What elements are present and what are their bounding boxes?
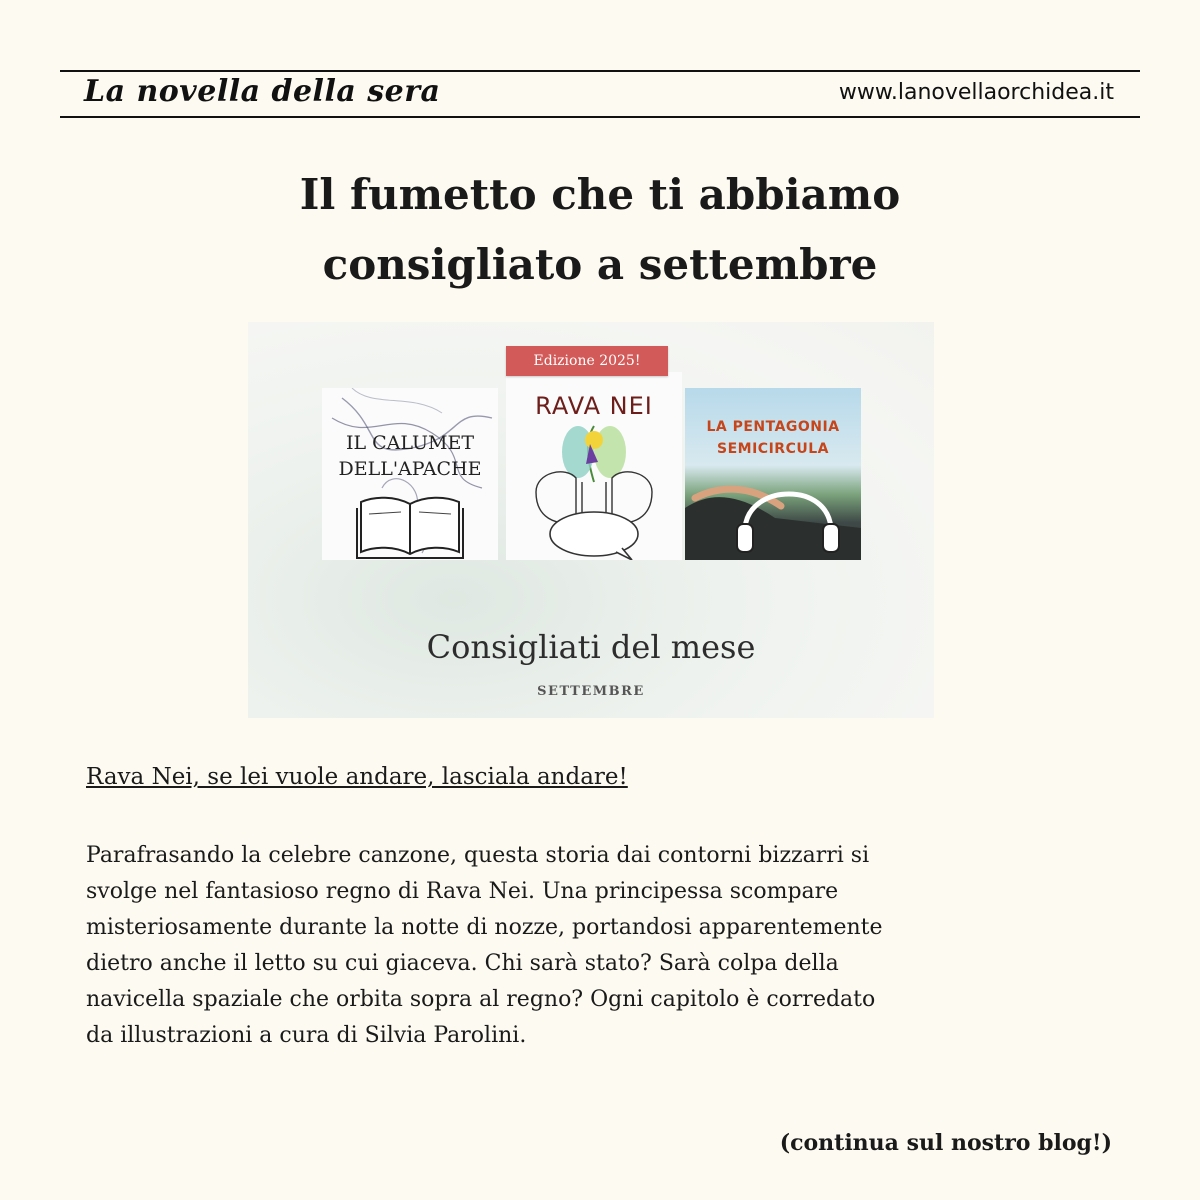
speech-bubble-faces-icon: [506, 422, 682, 560]
cover-1-title: [322, 430, 498, 482]
cover-pentagonia-semicircula: [685, 388, 861, 560]
cover-1-title-line-1: IL CALUMET: [345, 432, 474, 454]
cover-rava-nei: [506, 372, 682, 560]
article-line: navicella spaziale che orbita sopra al regno? Ogni capitolo è corredato: [86, 987, 876, 1012]
banner-subtitle: SETTEMBRE: [537, 684, 645, 699]
headphones-icon: [685, 388, 861, 560]
header-bottom-rule: [60, 116, 1140, 118]
open-book-icon: [355, 492, 465, 560]
continue-on-blog-text: (continua sul nostro blog!): [779, 1130, 1112, 1156]
article-line: misteriosamente durante la notte di nozze, portandosi apparentemente: [86, 915, 883, 940]
recommendations-banner: [248, 322, 934, 718]
banner-title: Consigliati del mese: [426, 628, 756, 666]
cover-3-title-line-1: LA PENTAGONIA: [706, 419, 840, 435]
article-line: Parafrasando la celebre canzone, questa storia dai contorni bizzarri si: [86, 843, 870, 868]
article-subheading[interactable]: Rava Nei, se lei vuole andare, lasciala andare!: [86, 764, 628, 790]
site-url[interactable]: www.lanovellaorchidea.it: [838, 80, 1114, 105]
page-title: [0, 160, 1200, 300]
edition-ribbon: Edizione 2025!: [506, 346, 668, 376]
article-body: [86, 838, 1126, 1054]
header-top-rule: [60, 70, 1140, 72]
article-line: dietro anche il letto su cui giaceva. Chi sarà stato? Sarà colpa della: [86, 951, 839, 976]
cover-2-title: RAVA NEI: [535, 392, 653, 420]
cover-calumet-apache: [322, 388, 498, 560]
article-line: da illustrazioni a cura di Silvia Parolini.: [86, 1023, 527, 1048]
article-line: svolge nel fantasioso regno di Rava Nei. Una principessa scompare: [86, 879, 839, 904]
page-title-line-1: Il fumetto che ti abbiamo: [299, 170, 901, 219]
page-title-line-2: consigliato a settembre: [322, 240, 878, 289]
cover-1-title-line-2: DELL'APACHE: [338, 458, 482, 480]
cover-3-title-line-2: SEMICIRCULA: [717, 441, 829, 457]
masthead-logo: La novella della sera: [84, 74, 441, 109]
